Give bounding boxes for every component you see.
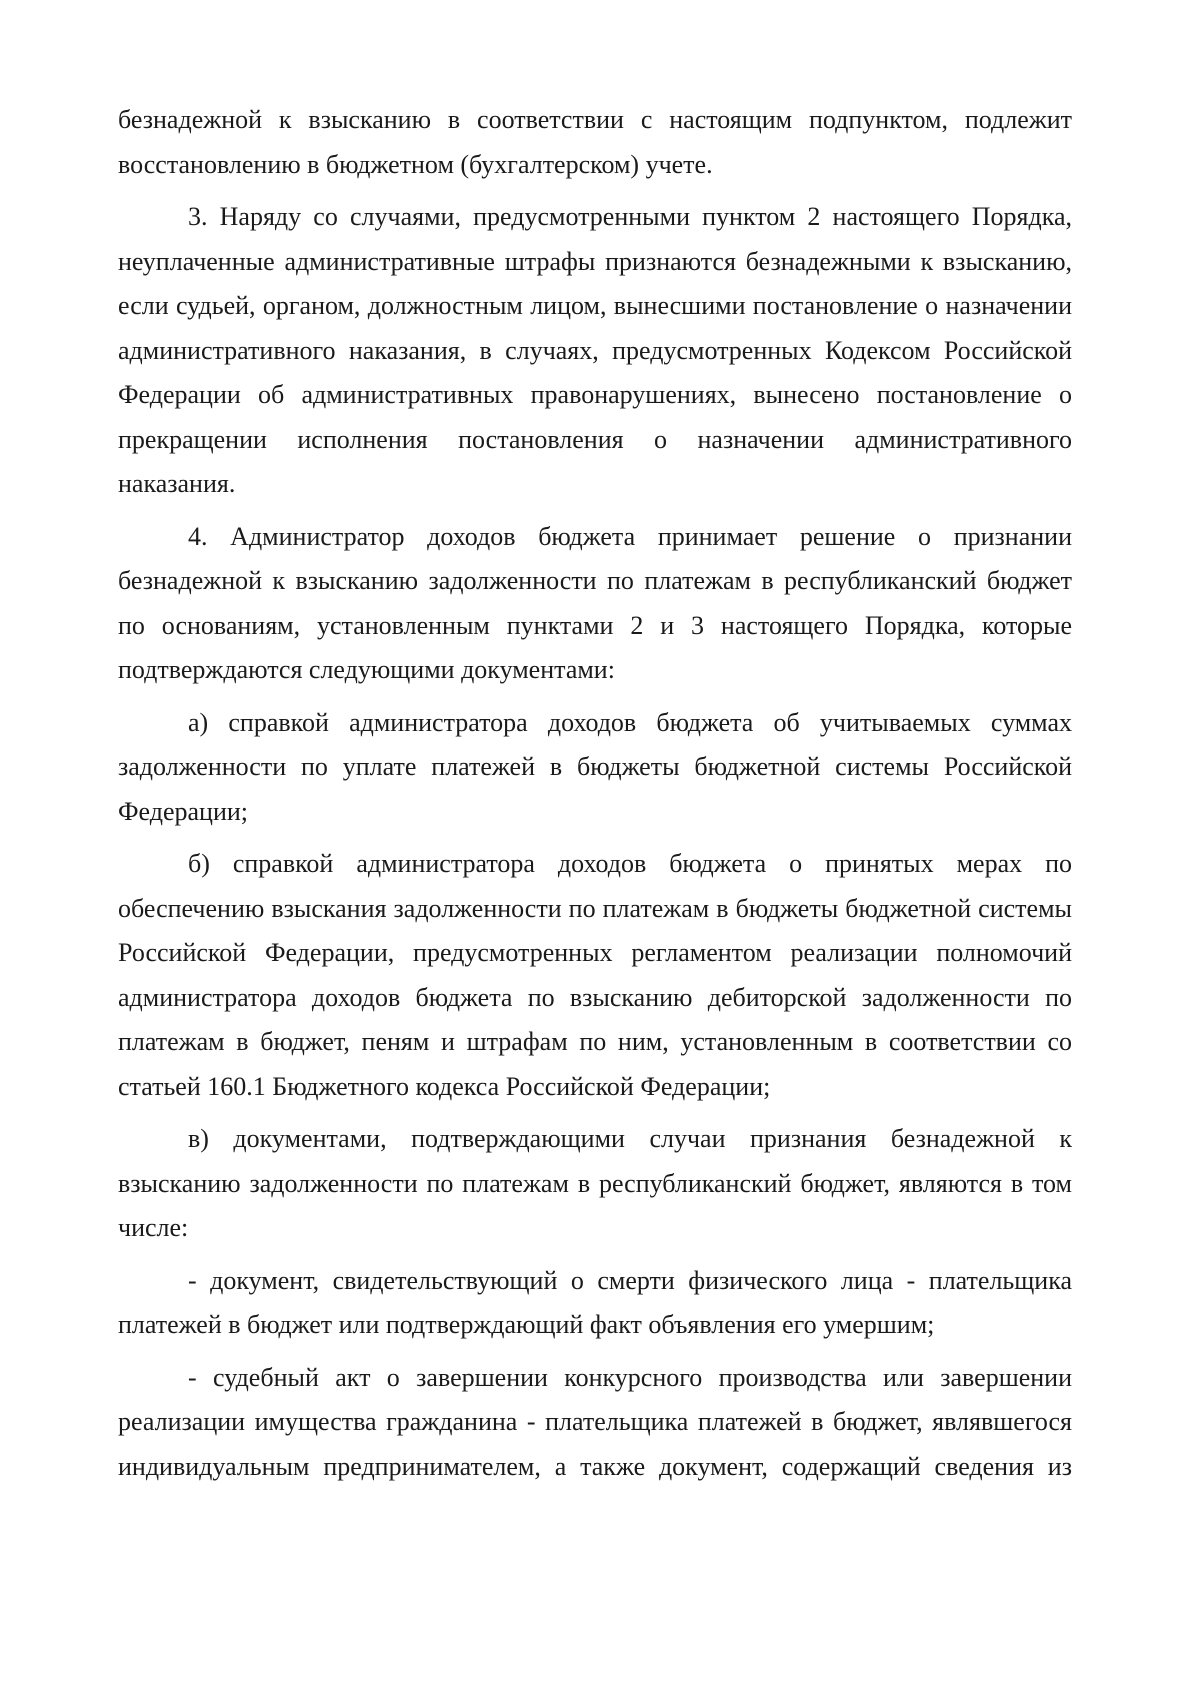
subparagraph-v: в) документами, подтверждающими случаи признания безнадежной к взысканию задолженности по платежам в республиканский бюджет, являются в том числе: xyxy=(118,1124,1072,1242)
list-item-death-document: - документ, свидетельствующий о смерти физического лица - плательщика платежей в бюджет или подтверждающий факт объявления его умершим; xyxy=(118,1265,1072,1339)
document-body xyxy=(118,98,1072,1489)
list-item-court-act: - судебный акт о завершении конкурсного производства или завершении реализации имущества гражданина - плательщика платежей в бюджет, являвшегося индивидуальным предпринимателем, а также документ, содержащий сведения из xyxy=(118,1362,1072,1481)
paragraph-item-3: 3. Наряду со случаями, предусмотренными пунктом 2 настоящего Порядка, неуплаченные административные штрафы признаются безнадежными к взысканию, если судьей, органом, должностным лицом, вынесшими постановление о назначении административного наказания, в случаях, предусмотренных Кодексом Российской Федерации об административных правонарушениях, вынесено постановление о прекращении исполнения постановления о назначении административного наказания. xyxy=(118,202,1072,498)
subparagraph-b: б) справкой администратора доходов бюджета о принятых мерах по обеспечению взыскания задолженности по платежам в бюджеты бюджетной системы Российской Федерации, предусмотренных регламентом реализации полномочий администратора доходов бюджета по взысканию дебиторской задолженности по платежам в бюджет, пеням и штрафам по ним, установленным в соответствии со статьей 160.1 Бюджетного кодекса Российской Федерации; xyxy=(118,849,1072,1101)
paragraph-continuation: безнадежной к взысканию в соответствии с настоящим подпунктом, подлежит восстановлению в бюджетном (бухгалтерском) учете. xyxy=(118,105,1072,179)
subparagraph-a: а) справкой администратора доходов бюджета об учитываемых суммах задолженности по уплате платежей в бюджеты бюджетной системы Российской Федерации; xyxy=(118,707,1072,826)
paragraph-item-4: 4. Администратор доходов бюджета принимает решение о признании безнадежной к взысканию задолженности по платежам в республиканский бюджет по основаниям, установленным пунктами 2 и 3 настоящего Порядка, которые подтверждаются следующими документами: xyxy=(118,521,1072,684)
